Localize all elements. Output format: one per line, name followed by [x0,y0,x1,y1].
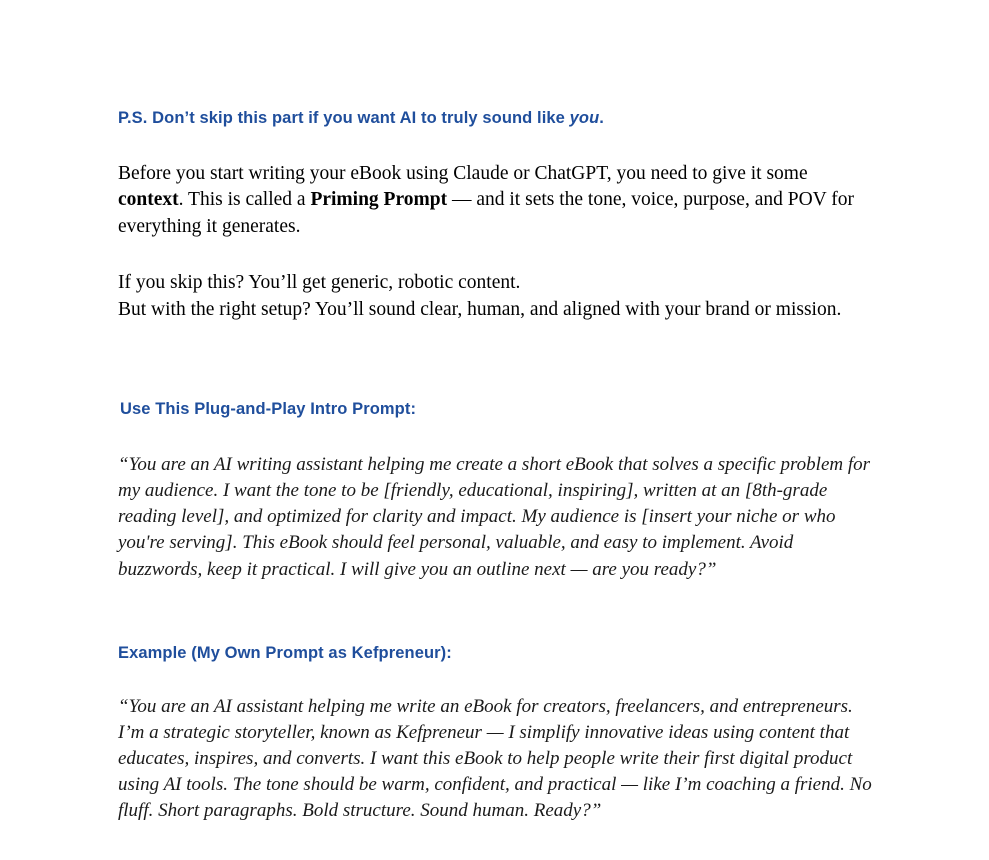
ps-heading-emphasis: you [569,109,600,127]
prompt-section-heading: Use This Plug-and-Play Intro Prompt: [120,400,417,419]
section-spacer-2 [118,583,878,643]
skip-line-1: If you skip this? You’ll get generic, robotic content. [118,272,521,294]
skip-line-2: But with the right setup? You’ll sound clear, human, and aligned with your brand or mission. [118,298,842,320]
intro-part3: — and it sets the tone, voice, purpose, and POV for everything it generates. [118,189,855,237]
intro-part2: . This is called a [178,189,311,211]
document-body [118,108,878,825]
intro-paragraph [118,161,878,241]
intro-part1: Before you start writing your eBook using Claude or ChatGPT, you need to give it some [118,162,808,184]
skip-paragraph [118,270,878,323]
example-prompt-quote: “You are an AI assistant helping me write an eBook for creators, freelancers, and entrepreneurs. I’m a strategic storyteller, known as Kefpreneur — I simplify innovative ideas using content that educates, inspires, and converts. I want this eBook to help people write their first digital product using AI tools. The tone should be warm, confident, and practical — like I’m coaching a friend. No fluff. Short paragraphs. Bold structure. Sound human. Ready?” [118,695,872,822]
intro-bold-priming-prompt: Priming Prompt [310,189,448,211]
intro-bold-context: context [118,189,179,211]
plug-and-play-prompt-quote: “You are an AI writing assistant helping me create a short eBook that solves a specific problem for my audience. I want the tone to be [friendly, educational, inspiring], written at an [8th-grade reading level], and optimized for clarity and impact. My audience is [insert your niche or who you're serving]. This eBook should feel personal, valuable, and easy to implement. Avoid buzzwords, keep it practical. I will give you an outline next — are you ready?” [118,453,871,580]
ps-heading [118,108,878,129]
section-spacer [118,353,878,399]
ps-heading-suffix: . [599,109,604,127]
ps-heading-prefix: P.S. Don’t skip this part if you want AI to truly sound like [118,109,570,127]
example-section-heading: Example (My Own Prompt as Kefpreneur): [118,643,452,662]
